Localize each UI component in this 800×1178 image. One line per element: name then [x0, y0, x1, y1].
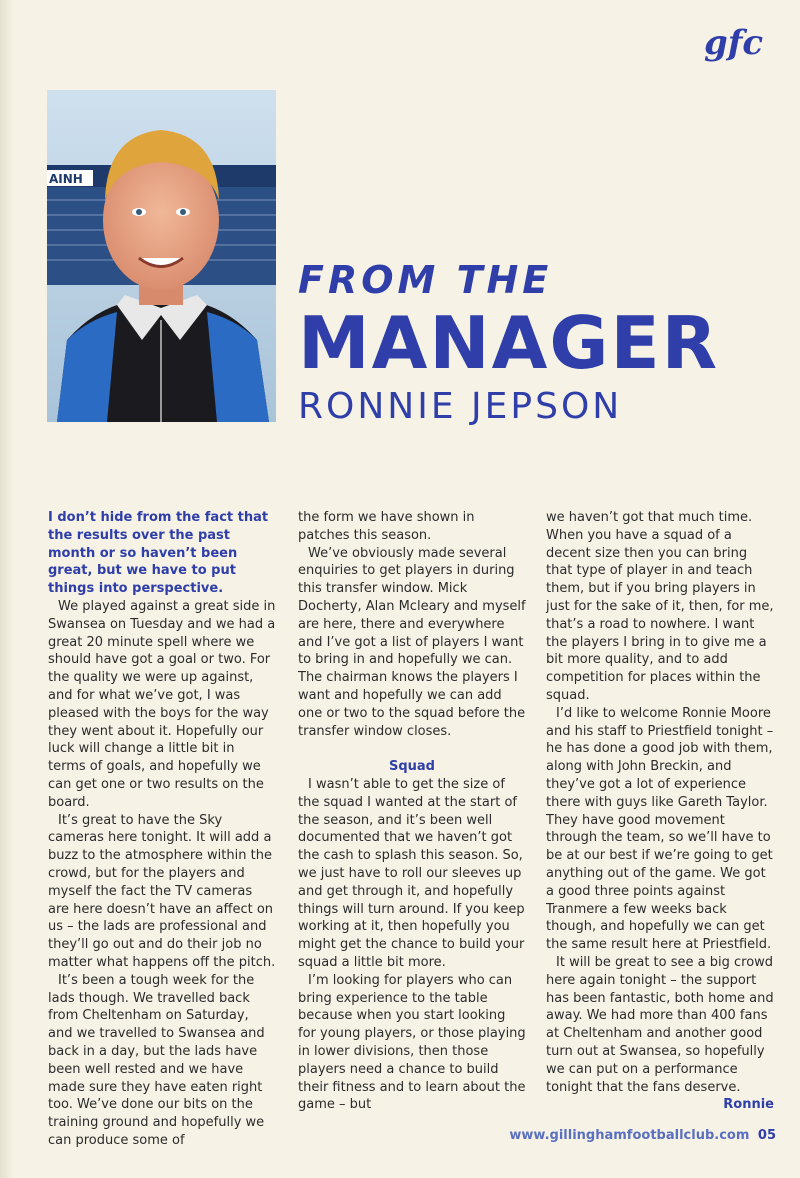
website-link[interactable]: www.gillinghamfootballclub.com — [509, 1128, 750, 1143]
logo-text: gfc — [704, 24, 764, 63]
article-column-3 — [546, 509, 774, 1114]
paragraph: I wasn’t able to get the size of the squad I wanted at the start of the season, and it’s been well documented that we haven’t got the cash to splash this season. So, we just have to roll our sleeves up and get through it, and hopefully things will turn around. If you keep working at it, then hopefully you might get the chance to build your squad a little bit more. — [298, 776, 525, 970]
club-logo-icon — [700, 24, 772, 72]
paragraph: we haven’t got that much time. When you have a squad of a decent size then you can bring that type of player in and teach them, but if you bring players in just for the sake of it, then, for me, that’s a road to nowhere. I want the players I bring in to give me a bit more quality, and to add competition for places within the squad. — [546, 510, 774, 703]
paragraph: I’d like to welcome Ronnie Moore and his staff to Priestfield tonight – he has done a good job with them, along with John Breckin, and they’ve got a lot of experience there with guys like Gareth Taylor. They have good movement through the team, so we’ll have to be at our best if we’re going to get anything out of the game. We got a good three points against Tranmere a few weeks back though, and hopefully we can get the same result here at Priestfield. — [546, 705, 774, 953]
paragraph: It will be great to see a big crowd here again tonight – the support has been fantastic, both home and away. We had more than 400 fans at Cheltenham and another good turn out at Swansea, so hopefully we can put on a performance tonight that the fans deserve. — [546, 954, 774, 1095]
page-number: 05 — [757, 1128, 776, 1143]
paragraph: It’s been a tough week for the lads though. We travelled back from Cheltenham on Saturday, and we travelled to Swansea and back in a day, but the lads have been well rested and we have made sure they have eaten right too. We’ve done our bits on the training ground and hopefully we can produce some of — [48, 972, 265, 1148]
section-heading: Squad — [388, 759, 435, 775]
manager-portrait-icon — [47, 90, 276, 422]
page-footer — [509, 1128, 776, 1143]
article-column-1 — [48, 509, 276, 1150]
paragraph: the form we have shown in patches this season. — [298, 510, 475, 543]
title-manager: MANAGER — [298, 301, 720, 385]
signature: Ronnie — [723, 1097, 774, 1113]
manager-photo — [47, 90, 276, 422]
article-lead: I don’t hide from the fact that the results over the past month or so haven’t been great, but we have to put things into perspective. — [48, 510, 269, 597]
title-from-the: FROM THE — [298, 258, 553, 302]
paragraph: We’ve obviously made several enquiries to get players in during this transfer window. Mick Docherty, Alan Mcleary and myself are here, there and everywhere and I’ve got a list of players I want to bring in and hopefully we can. The chairman knows the players I want and hopefully we can add one or two to the squad before the transfer window closes. — [298, 545, 526, 739]
paragraph: We played against a great side in Swansea on Tuesday and we had a great 20 minute spell where we should have got a goal or two. For the quality we were up against, and for what we’ve got, I was pleased with the boys for the way they went about it. Hopefully our luck will change a little bit in terms of goals, and hopefully we can get one or two results on the board. — [48, 598, 276, 810]
paragraph: I’m looking for players who can bring experience to the table because when you start looking for young players, or those playing in lower divisions, then those players need a chance to build their fitness and to learn about the game – but — [298, 972, 526, 1113]
stadium-sign-text: AINH — [49, 172, 83, 186]
title-author: RONNIE JEPSON — [298, 386, 623, 427]
spacer — [298, 740, 526, 758]
article-title — [298, 258, 778, 428]
page-edge — [0, 0, 14, 1178]
paragraph: It’s great to have the Sky cameras here tonight. It will add a buzz to the atmosphere within the crowd, but for the players and myself the fact the TV cameras are here doesn’t have an affect on us – the lads are professional and they’ll go out and do their job no matter what happens off the pitch. — [48, 812, 276, 970]
article-column-2 — [298, 509, 526, 1114]
